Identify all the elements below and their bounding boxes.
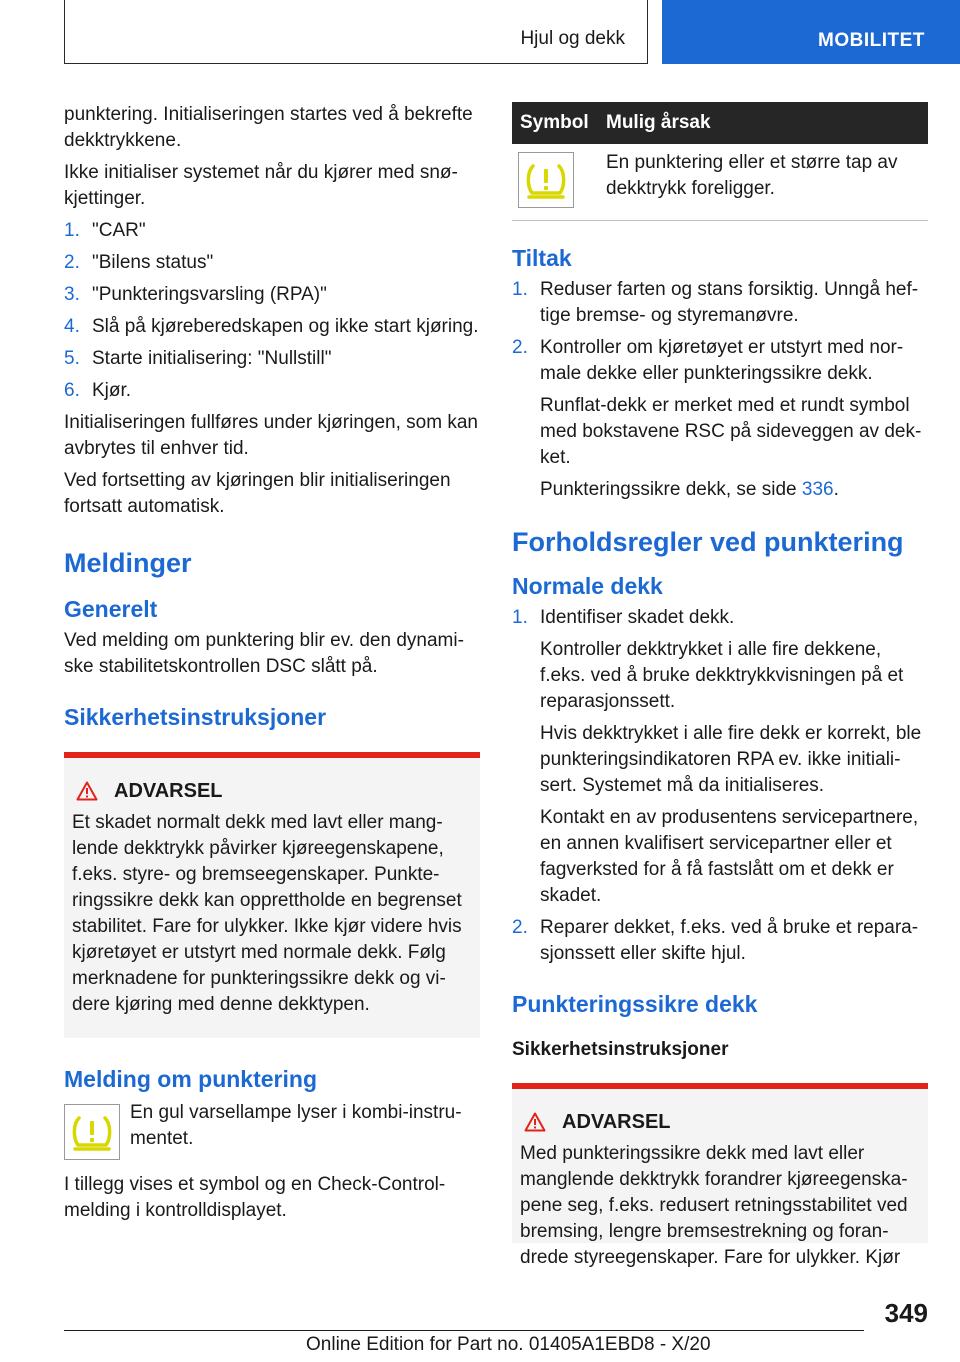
- column-header-cause: Mulig årsak: [606, 112, 711, 133]
- heading-normale-dekk: Normale dekk: [512, 573, 663, 599]
- list-subparagraph: Punkteringssikre dekk, se side 336.: [540, 479, 839, 500]
- edition-text: Online Edition for Part no. 01405A1EBD8 - X/20: [306, 1334, 711, 1355]
- paragraph: Initialiseringen fullføres under kjøringen, som kan avbrytes til enhver tid.: [64, 412, 478, 459]
- list-item: 1. Identifiser skadet dekk.: [512, 607, 735, 628]
- warning-title: ADVARSEL: [72, 778, 470, 804]
- symbol-table: [512, 102, 928, 221]
- table-row: [512, 144, 928, 221]
- warning-title: ADVARSEL: [520, 1109, 918, 1135]
- warning-triangle-icon: [76, 781, 98, 801]
- list-item: 5. Starte initialisering: "Nullstill": [64, 348, 332, 369]
- list-item: 6. Kjør.: [64, 380, 132, 401]
- list-item: 2. Kontroller om kjøretøyet er utstyrt med nor-male dekke eller punkteringssikre dekk.: [512, 337, 904, 384]
- paragraph: I tillegg vises et symbol og en Check-Control-melding i kontrolldisplayet.: [64, 1174, 446, 1221]
- paragraph: Ved fortsetting av kjøringen blir initialiseringen fortsatt automatisk.: [64, 470, 451, 517]
- list-subparagraph: Hvis dekktrykket i alle fire dekk er korrekt, ble punkteringsindikatoren RPA ev. ikke initiali-sert. Systemet må da initialiseres.: [540, 723, 922, 796]
- heading-sikkerhetsinstruksjoner: Sikkerhetsinstruksjoner: [512, 1039, 729, 1060]
- heading-sikkerhetsinstruksjoner: Sikkerhetsinstruksjoner: [64, 704, 327, 730]
- warning-triangle-icon: [524, 1112, 546, 1132]
- header-section-title: Hjul og dekk: [520, 28, 625, 49]
- paragraph: punktering. Initialiseringen startes ved å bekrefte dekktrykkene.: [64, 104, 473, 151]
- warning-box: [64, 752, 480, 1038]
- footer-divider: [64, 1330, 864, 1331]
- warning-text: Et skadet normalt dekk med lavt eller mang-lende dekktrykk påvirker kjøreegenskapene, f.eks. styre- og bremseegenskaper. Punkte-ringssikre dekk kan opprettholde en begrenset stabilitet. Fare for ulykker. Ikke kjør videre hvis kjøretøyet er utstyrt med normale dekk. Følg merknadene for punkteringssikre dekk og vi-dere kjøring med denne dekktypen.: [72, 812, 462, 1015]
- warning-box: [512, 1083, 928, 1268]
- list-item: 3. "Punkteringsvarsling (RPA)": [64, 284, 327, 305]
- header-section-box: [64, 0, 648, 64]
- list-item: 4. Slå på kjøreberedskapen og ikke start kjøring.: [64, 316, 479, 337]
- tpms-warning-icon: [64, 1104, 120, 1160]
- table-header: [512, 102, 928, 144]
- page-number: 349: [884, 1298, 928, 1328]
- list-item: 1. Reduser farten og stans forsiktig. Unngå hef-tige bremse- og styremanøvre.: [512, 279, 919, 326]
- warning-text: Med punkteringssikre dekk med lavt eller manglende dekktrykk forandrer kjøreegenska-pene seg, f.eks. redusert retningsstabilitet ved bremsing, lengre bremsestrekning og foran-drede styreegenskaper. Fare for ulykker. Kjør: [520, 1143, 908, 1268]
- table-cell-cause: En punktering eller et større tap av dekktrykk foreligger.: [606, 152, 898, 199]
- left-column: [64, 102, 480, 1230]
- steps-list: [64, 218, 480, 404]
- list-subparagraph: Kontroller dekktrykket i alle fire dekkene, f.eks. ved å bruke dekktrykkvisningen på et reparasjonssett.: [540, 639, 904, 712]
- heading-melding-om-punktering: Melding om punktering: [64, 1066, 317, 1092]
- list-item: 2. "Bilens status": [64, 252, 214, 273]
- list-item: 1. "CAR": [64, 220, 146, 241]
- heading-meldinger: Meldinger: [64, 548, 192, 578]
- list-subparagraph: Kontakt en av produsentens servicepartnere, en annen kvalifisert servicepartner eller et fagverksted for å få fastslått om et dekk er skadet.: [540, 807, 919, 906]
- list-subparagraph: Runflat-dekk er merket med et rundt symbol med bokstavene RSC på sideveggen av dek-ket.: [540, 395, 922, 468]
- tpms-warning-icon: [518, 152, 574, 208]
- heading-generelt: Generelt: [64, 596, 158, 622]
- indicator-message: [64, 1100, 480, 1160]
- indicator-message-text: En gul varsellampe lyser i kombi-instru-mentet.: [130, 1102, 462, 1149]
- column-header-symbol: Symbol: [520, 112, 589, 133]
- list-item: 2. Reparer dekket, f.eks. ved å bruke et repara-sjonssett eller skifte hjul.: [512, 917, 919, 964]
- heading-forholdsregler: Forholdsregler ved punktering: [512, 527, 904, 557]
- header-chapter-tab[interactable]: MOBILITET: [662, 0, 960, 64]
- heading-tiltak: Tiltak: [512, 245, 572, 271]
- paragraph: Ikke initialiser systemet når du kjører med snø-kjettinger.: [64, 162, 458, 209]
- right-column: [512, 102, 928, 1268]
- heading-punkteringssikre-dekk: Punkteringssikre dekk: [512, 991, 758, 1017]
- paragraph: Ved melding om punktering blir ev. den dynami-ske stabilitetskontrollen DSC slått på.: [64, 630, 464, 677]
- page-reference-link[interactable]: 336: [801, 479, 834, 500]
